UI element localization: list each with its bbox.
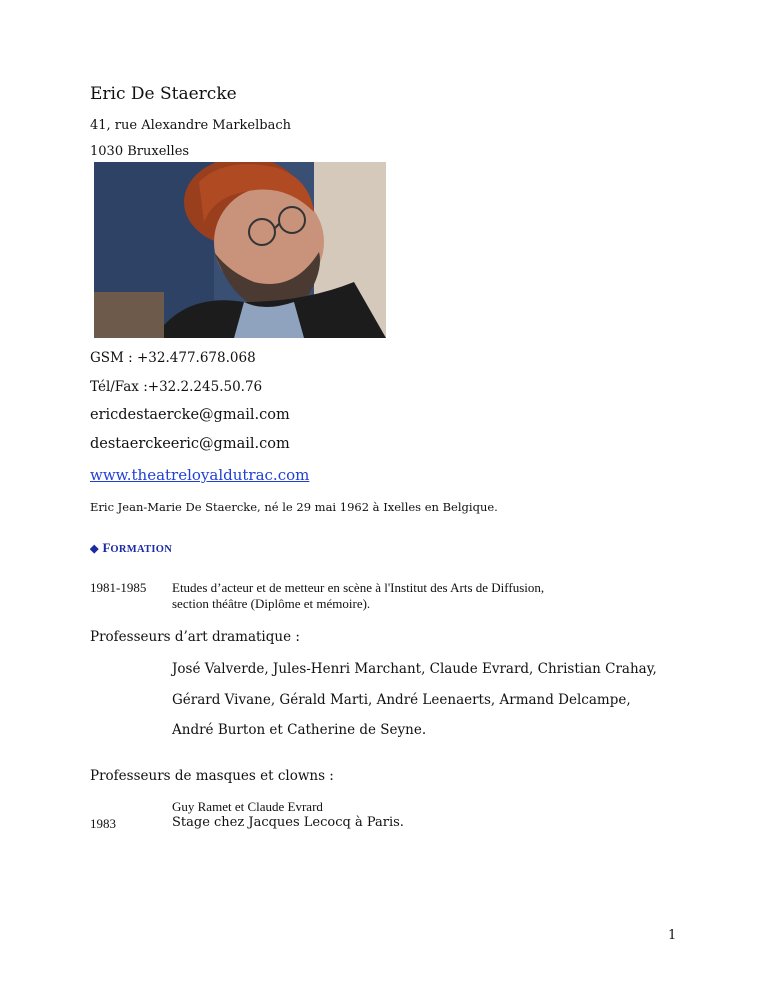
tel-fax-number: Tél/Fax :+32.2.245.50.76	[90, 379, 263, 395]
city-address: 1030 Bruxelles	[90, 144, 190, 159]
formation-entry-1-line-2: section théâtre (Diplôme et mémoire).	[172, 596, 371, 611]
website-link[interactable]: www.theatreloyaldutrac.com	[90, 466, 310, 484]
page-number: 1	[668, 928, 677, 943]
email-secondary[interactable]: destaerckeeric@gmail.com	[90, 436, 290, 452]
birth-info: Eric Jean-Marie De Staercke, né le 29 mai 1962 à Ixelles en Belgique.	[90, 500, 498, 514]
formation-entry-1-line-1: Etudes d’acteur et de metteur en scène à l'Institut des Arts de Diffusion,	[172, 580, 545, 595]
street-address: 41, rue Alexandre Markelbach	[90, 118, 292, 133]
section-heading-formation: ◆ FORMATION	[90, 540, 173, 555]
portrait-photo	[94, 162, 386, 338]
drama-teachers-line: José Valverde, Jules-Henri Marchant, Claude Evrard, Christian Crahay,	[172, 661, 657, 677]
drama-teachers-line: André Burton et Catherine de Seyne.	[172, 722, 427, 738]
formation-year-1: 1981-1985	[90, 580, 147, 595]
drama-teachers-line: Gérard Vivane, Gérald Marti, André Leenaerts, Armand Delcampe,	[172, 692, 631, 708]
formation-year-2: 1983	[90, 816, 116, 831]
formation-entry-2: Stage chez Jacques Lecocq à Paris.	[172, 815, 404, 830]
masks-teachers-names: Guy Ramet et Claude Evrard	[172, 799, 323, 814]
email-primary[interactable]: ericdestaercke@gmail.com	[90, 407, 290, 423]
masks-teachers-title: Professeurs de masques et clowns :	[90, 768, 334, 784]
drama-teachers-title: Professeurs d’art dramatique :	[90, 629, 300, 645]
diamond-bullet-icon: ◆	[90, 543, 99, 555]
gsm-number: GSM : +32.477.678.068	[90, 350, 256, 366]
person-name: Eric De Staercke	[90, 84, 237, 104]
